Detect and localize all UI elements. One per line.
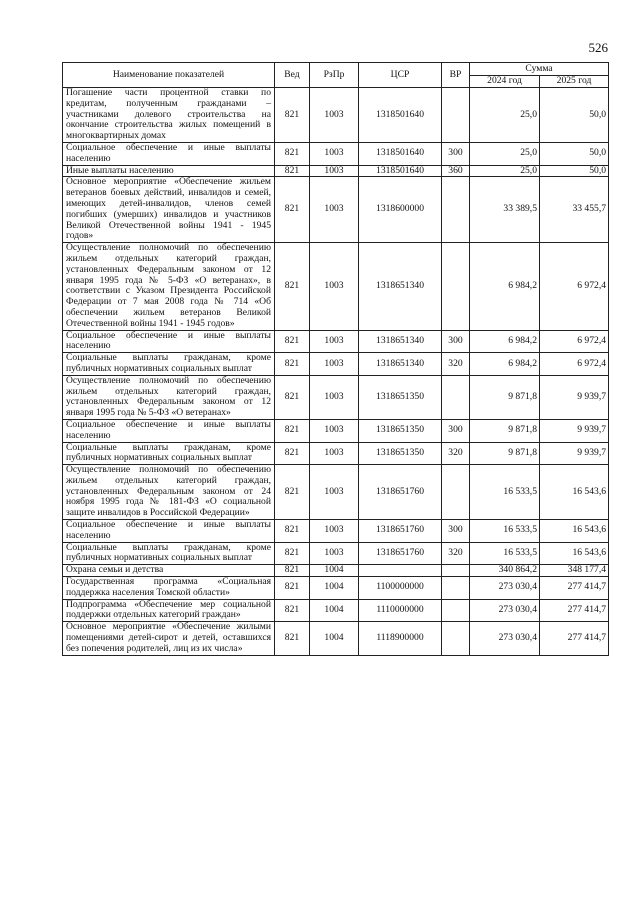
table-row xyxy=(63,419,609,442)
row-amount-2024: 273 030,4 xyxy=(470,577,540,600)
row-amount-2024: 273 030,4 xyxy=(470,599,540,622)
row-csr: 1318651350 xyxy=(359,419,442,442)
row-amount-2024: 25,0 xyxy=(470,165,540,177)
row-amount-2025: 16 543,6 xyxy=(540,465,609,520)
row-rzpr: 1003 xyxy=(310,88,359,143)
row-amount-2025: 6 972,4 xyxy=(540,353,609,376)
row-amount-2025: 6 972,4 xyxy=(540,243,609,330)
row-ved: 821 xyxy=(275,375,310,419)
row-csr: 1318501640 xyxy=(359,88,442,143)
table-row xyxy=(63,599,609,622)
row-name: Основное мероприятие «Обеспечение жилыми помещениями детей-сирот и детей, оставшихся без попечения родителей, лиц из их числа» xyxy=(63,622,275,655)
table-row xyxy=(63,622,609,655)
header-csr: ЦСР xyxy=(359,63,442,88)
row-amount-2024: 33 389,5 xyxy=(470,177,540,243)
row-csr: 1318651760 xyxy=(359,542,442,565)
row-rzpr: 1003 xyxy=(310,177,359,243)
row-amount-2024: 9 871,8 xyxy=(470,419,540,442)
row-ved: 821 xyxy=(275,599,310,622)
row-rzpr: 1004 xyxy=(310,577,359,600)
row-rzpr: 1003 xyxy=(310,165,359,177)
row-vr xyxy=(442,88,470,143)
row-amount-2025: 9 939,7 xyxy=(540,442,609,465)
row-amount-2024: 25,0 xyxy=(470,142,540,165)
row-name: Осуществление полномочий по обеспечению жильем отдельных категорий граждан, установленных Федеральным законом от 24 ноября 1995 года № 181-ФЗ «О социальной защите инвалидов в Российской Федерации» xyxy=(63,465,275,520)
row-amount-2025: 50,0 xyxy=(540,165,609,177)
row-amount-2024: 16 533,5 xyxy=(470,542,540,565)
table-row xyxy=(63,142,609,165)
row-amount-2025: 277 414,7 xyxy=(540,577,609,600)
row-rzpr: 1004 xyxy=(310,599,359,622)
row-vr: 300 xyxy=(442,142,470,165)
row-amount-2024: 9 871,8 xyxy=(470,375,540,419)
row-csr: 1318651350 xyxy=(359,375,442,419)
row-rzpr: 1003 xyxy=(310,520,359,543)
header-rzpr: РзПр xyxy=(310,63,359,88)
table-row xyxy=(63,520,609,543)
row-ved: 821 xyxy=(275,542,310,565)
row-amount-2024: 6 984,2 xyxy=(470,353,540,376)
row-ved: 821 xyxy=(275,520,310,543)
row-ved: 821 xyxy=(275,177,310,243)
row-amount-2025: 348 177,4 xyxy=(540,565,609,577)
row-vr xyxy=(442,465,470,520)
row-vr xyxy=(442,375,470,419)
page-number: 526 xyxy=(588,40,608,55)
row-ved: 821 xyxy=(275,330,310,353)
row-vr: 320 xyxy=(442,442,470,465)
row-ved: 821 xyxy=(275,243,310,330)
row-amount-2025: 16 543,6 xyxy=(540,520,609,543)
row-name: Погашение части процентной ставки по кредитам, полученным гражданами – участниками долевого строительства на окончание строительства жилых помещений в многоквартирных домах xyxy=(63,88,275,143)
table-row xyxy=(63,542,609,565)
row-rzpr: 1003 xyxy=(310,353,359,376)
row-csr: 1318651760 xyxy=(359,520,442,543)
row-ved: 821 xyxy=(275,622,310,655)
row-rzpr: 1003 xyxy=(310,142,359,165)
row-name: Социальные выплаты гражданам, кроме публичных нормативных социальных выплат xyxy=(63,442,275,465)
table-row xyxy=(63,353,609,376)
row-vr: 300 xyxy=(442,330,470,353)
row-vr: 300 xyxy=(442,520,470,543)
row-csr: 1318651760 xyxy=(359,465,442,520)
row-name: Государственная программа «Социальная поддержка населения Томской области» xyxy=(63,577,275,600)
row-amount-2025: 16 543,6 xyxy=(540,542,609,565)
row-rzpr: 1003 xyxy=(310,375,359,419)
table-row xyxy=(63,565,609,577)
row-ved: 821 xyxy=(275,88,310,143)
table-row xyxy=(63,442,609,465)
row-amount-2025: 33 455,7 xyxy=(540,177,609,243)
header-ved: Вед xyxy=(275,63,310,88)
row-csr: 1318651350 xyxy=(359,442,442,465)
row-csr: 1318651340 xyxy=(359,353,442,376)
row-vr: 320 xyxy=(442,542,470,565)
row-vr xyxy=(442,565,470,577)
header-sum: Сумма xyxy=(470,63,609,76)
row-csr: 1318600000 xyxy=(359,177,442,243)
row-vr xyxy=(442,577,470,600)
row-vr xyxy=(442,622,470,655)
row-ved: 821 xyxy=(275,419,310,442)
row-vr xyxy=(442,177,470,243)
row-amount-2024: 273 030,4 xyxy=(470,622,540,655)
row-amount-2025: 277 414,7 xyxy=(540,599,609,622)
row-amount-2025: 9 939,7 xyxy=(540,375,609,419)
header-2024: 2024 год xyxy=(470,76,540,88)
row-ved: 821 xyxy=(275,442,310,465)
row-vr: 320 xyxy=(442,353,470,376)
row-amount-2025: 277 414,7 xyxy=(540,622,609,655)
row-csr: 1318501640 xyxy=(359,165,442,177)
row-name: Основное мероприятие «Обеспечение жильем ветеранов боевых действий, инвалидов и семей, имеющих детей-инвалидов, членов семей погибших (умерших) инвалидов и участников Великой Отечественной войны 1941 - 1945 годов» xyxy=(63,177,275,243)
table-row xyxy=(63,577,609,600)
table-row xyxy=(63,465,609,520)
row-rzpr: 1003 xyxy=(310,419,359,442)
row-amount-2024: 6 984,2 xyxy=(470,330,540,353)
row-name: Социальные выплаты гражданам, кроме публичных нормативных социальных выплат xyxy=(63,353,275,376)
row-name: Подпрограмма «Обеспечение мер социальной поддержки отдельных категорий граждан» xyxy=(63,599,275,622)
row-name: Социальное обеспечение и иные выплаты населению xyxy=(63,142,275,165)
row-amount-2024: 16 533,5 xyxy=(470,520,540,543)
row-amount-2024: 6 984,2 xyxy=(470,243,540,330)
row-name: Социальное обеспечение и иные выплаты населению xyxy=(63,330,275,353)
budget-table xyxy=(62,62,609,656)
row-rzpr: 1003 xyxy=(310,465,359,520)
row-amount-2025: 50,0 xyxy=(540,88,609,143)
row-csr xyxy=(359,565,442,577)
row-ved: 821 xyxy=(275,142,310,165)
row-rzpr: 1003 xyxy=(310,330,359,353)
row-rzpr: 1003 xyxy=(310,542,359,565)
row-vr: 360 xyxy=(442,165,470,177)
row-vr xyxy=(442,243,470,330)
row-name: Социальные выплаты гражданам, кроме публичных нормативных социальных выплат xyxy=(63,542,275,565)
row-rzpr: 1004 xyxy=(310,565,359,577)
row-name: Социальное обеспечение и иные выплаты населению xyxy=(63,419,275,442)
row-csr: 1110000000 xyxy=(359,599,442,622)
row-amount-2024: 9 871,8 xyxy=(470,442,540,465)
row-rzpr: 1003 xyxy=(310,442,359,465)
table-row xyxy=(63,330,609,353)
row-rzpr: 1003 xyxy=(310,243,359,330)
row-csr: 1118900000 xyxy=(359,622,442,655)
table-row xyxy=(63,375,609,419)
row-csr: 1318501640 xyxy=(359,142,442,165)
header-vr: ВР xyxy=(442,63,470,88)
table-row xyxy=(63,177,609,243)
row-csr: 1318651340 xyxy=(359,330,442,353)
row-ved: 821 xyxy=(275,577,310,600)
row-amount-2024: 25,0 xyxy=(470,88,540,143)
row-amount-2024: 340 864,2 xyxy=(470,565,540,577)
row-vr xyxy=(442,599,470,622)
table-header xyxy=(63,63,609,88)
table-row xyxy=(63,243,609,330)
row-ved: 821 xyxy=(275,165,310,177)
row-name: Охрана семьи и детства xyxy=(63,565,275,577)
table-row xyxy=(63,88,609,143)
header-name: Наименование показателей xyxy=(63,63,275,88)
row-vr: 300 xyxy=(442,419,470,442)
row-name: Осуществление полномочий по обеспечению жильем отдельных категорий граждан, установленных Федеральным законом от 12 января 1995 года № 5-ФЗ «О ветеранах», в соответствии с Указом Президента Российской Федерации от 7 мая 2008 года № 714 «Об обеспечении жильем ветеранов Великой Отечественной войны 1941 - 1945 годов» xyxy=(63,243,275,330)
row-ved: 821 xyxy=(275,465,310,520)
table-body xyxy=(63,88,609,656)
row-amount-2025: 50,0 xyxy=(540,142,609,165)
header-2025: 2025 год xyxy=(540,76,609,88)
row-amount-2025: 9 939,7 xyxy=(540,419,609,442)
table-row xyxy=(63,165,609,177)
row-rzpr: 1004 xyxy=(310,622,359,655)
row-ved: 821 xyxy=(275,565,310,577)
row-name: Социальное обеспечение и иные выплаты населению xyxy=(63,520,275,543)
row-csr: 1100000000 xyxy=(359,577,442,600)
row-amount-2024: 16 533,5 xyxy=(470,465,540,520)
row-name: Осуществление полномочий по обеспечению жильем отдельных категорий граждан, установленных Федеральным законом от 12 января 1995 года № 5-ФЗ «О ветеранах» xyxy=(63,375,275,419)
row-ved: 821 xyxy=(275,353,310,376)
row-amount-2025: 6 972,4 xyxy=(540,330,609,353)
row-csr: 1318651340 xyxy=(359,243,442,330)
row-name: Иные выплаты населению xyxy=(63,165,275,177)
